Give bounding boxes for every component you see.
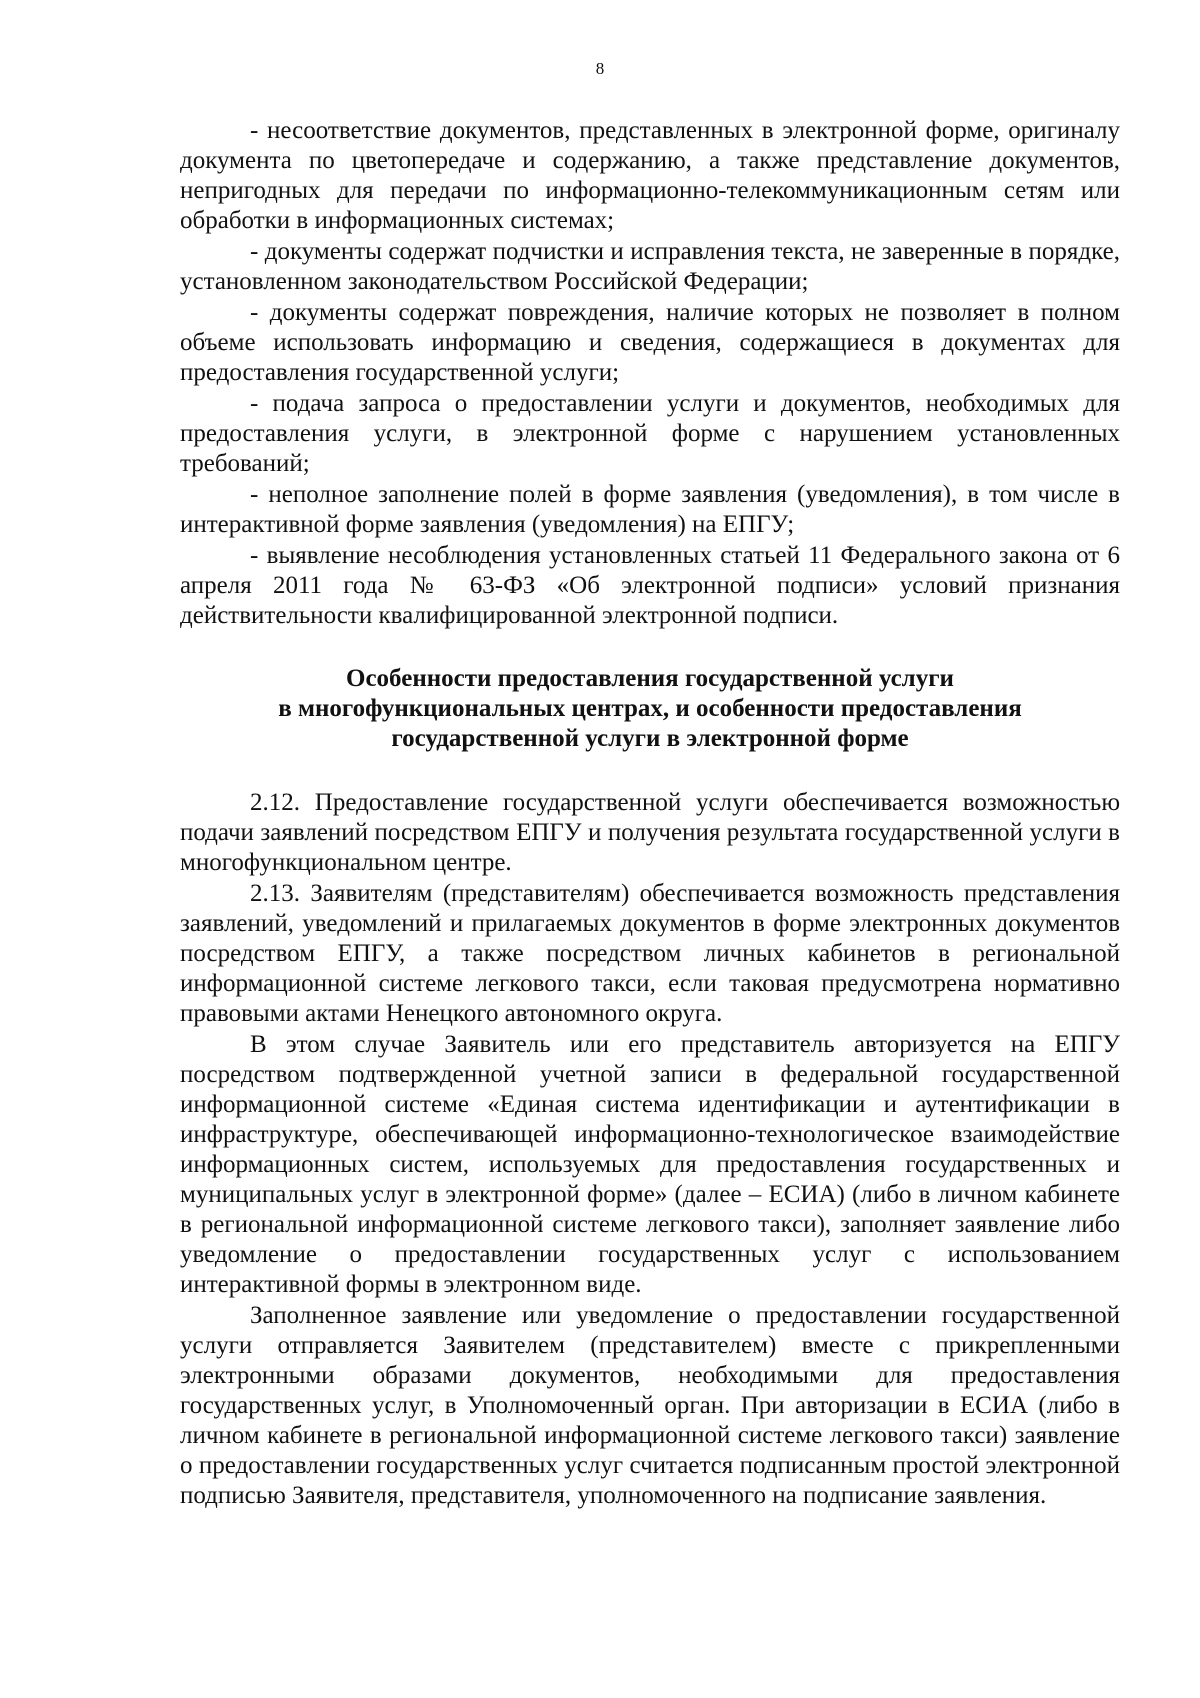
list-item-erasures: - документы содержат подчистки и исправления текста, не заверенные в порядке, установленном законодательством Российской Федерации; [180, 238, 1120, 295]
section-heading-line-2: в многофункциональных центрах, и особенности предоставления [278, 695, 1022, 722]
list-item-mismatch: - несоответствие документов, представленных в электронной форме, оригиналу документа по цветопередаче и содержанию, а также представление документов, непригодных для передачи по информационно-телекоммуникационным сетям или обработки в информационных системах; [180, 117, 1120, 234]
section-heading-line-1: Особенности предоставления государственной услуги [346, 665, 954, 692]
paragraph-2-13: 2.13. Заявителям (представителям) обеспечивается возможность представления заявлений, уведомлений и прилагаемых документов в форме электронных документов посредством ЕПГУ, а также посредством личных кабинетов в региональной информационной системе легкового такси, если таковая предусмотрена нормативно правовыми актами Ненецкого автономного округа. [180, 880, 1120, 1027]
page-number: 8 [595, 59, 605, 78]
list-item-submission-violation: - подача запроса о предоставлении услуги и документов, необходимых для предоставления услуги, в электронной форме с нарушением установленных требований; [180, 390, 1120, 477]
list-item-incomplete-fields: - неполное заполнение полей в форме заявления (уведомления), в том числе в интерактивной форме заявления (уведомления) на ЕПГУ; [180, 481, 1120, 538]
list-item-signature-validity: - выявление несоблюдения установленных статьей 11 Федерального закона от 6 апреля 2011 года № 63-ФЗ «Об электронной подписи» условий признания действительности квалифицированной электронной подписи. [180, 542, 1120, 629]
section-heading-line-3: государственной услуги в электронной форме [391, 725, 909, 752]
document-body [180, 116, 1120, 1512]
paragraph-submission-signature: Заполненное заявление или уведомление о предоставлении государственной услуги отправляется Заявителем (представителем) вместе с прикрепленными электронными образами документов, необходимыми для предоставления государственных услуг, в Уполномоченный орган. При авторизации в ЕСИА (либо в личном кабинете в региональной информационной системе легкового такси) заявление о предоставлении государственных услуг считается подписанным простой электронной подписью Заявителя, представителя, уполномоченного на подписание заявления. [180, 1302, 1120, 1509]
paragraph-esia-authorization: В этом случае Заявитель или его представитель авторизуется на ЕПГУ посредством подтвержденной учетной записи в федеральной государственной информационной системе «Единая система идентификации и аутентификации в инфраструктуре, обеспечивающей информационно-технологическое взаимодействие информационных систем, используемых для предоставления государственных и муниципальных услуг в электронной форме» (далее – ЕСИА) (либо в личном кабинете в региональной информационной системе легкового такси), заполняет заявление либо уведомление о предоставлении государственных услуг с использованием интерактивной формы в электронном виде. [180, 1031, 1120, 1298]
list-item-damage: - документы содержат повреждения, наличие которых не позволяет в полном объеме использовать информацию и сведения, содержащиеся в документах для предоставления государственной услуги; [180, 299, 1120, 386]
section-heading [180, 664, 1120, 754]
paragraph-2-12: 2.12. Предоставление государственной услуги обеспечивается возможностью подачи заявлений посредством ЕПГУ и получения результата государственной услуги в многофункциональном центре. [180, 789, 1120, 876]
